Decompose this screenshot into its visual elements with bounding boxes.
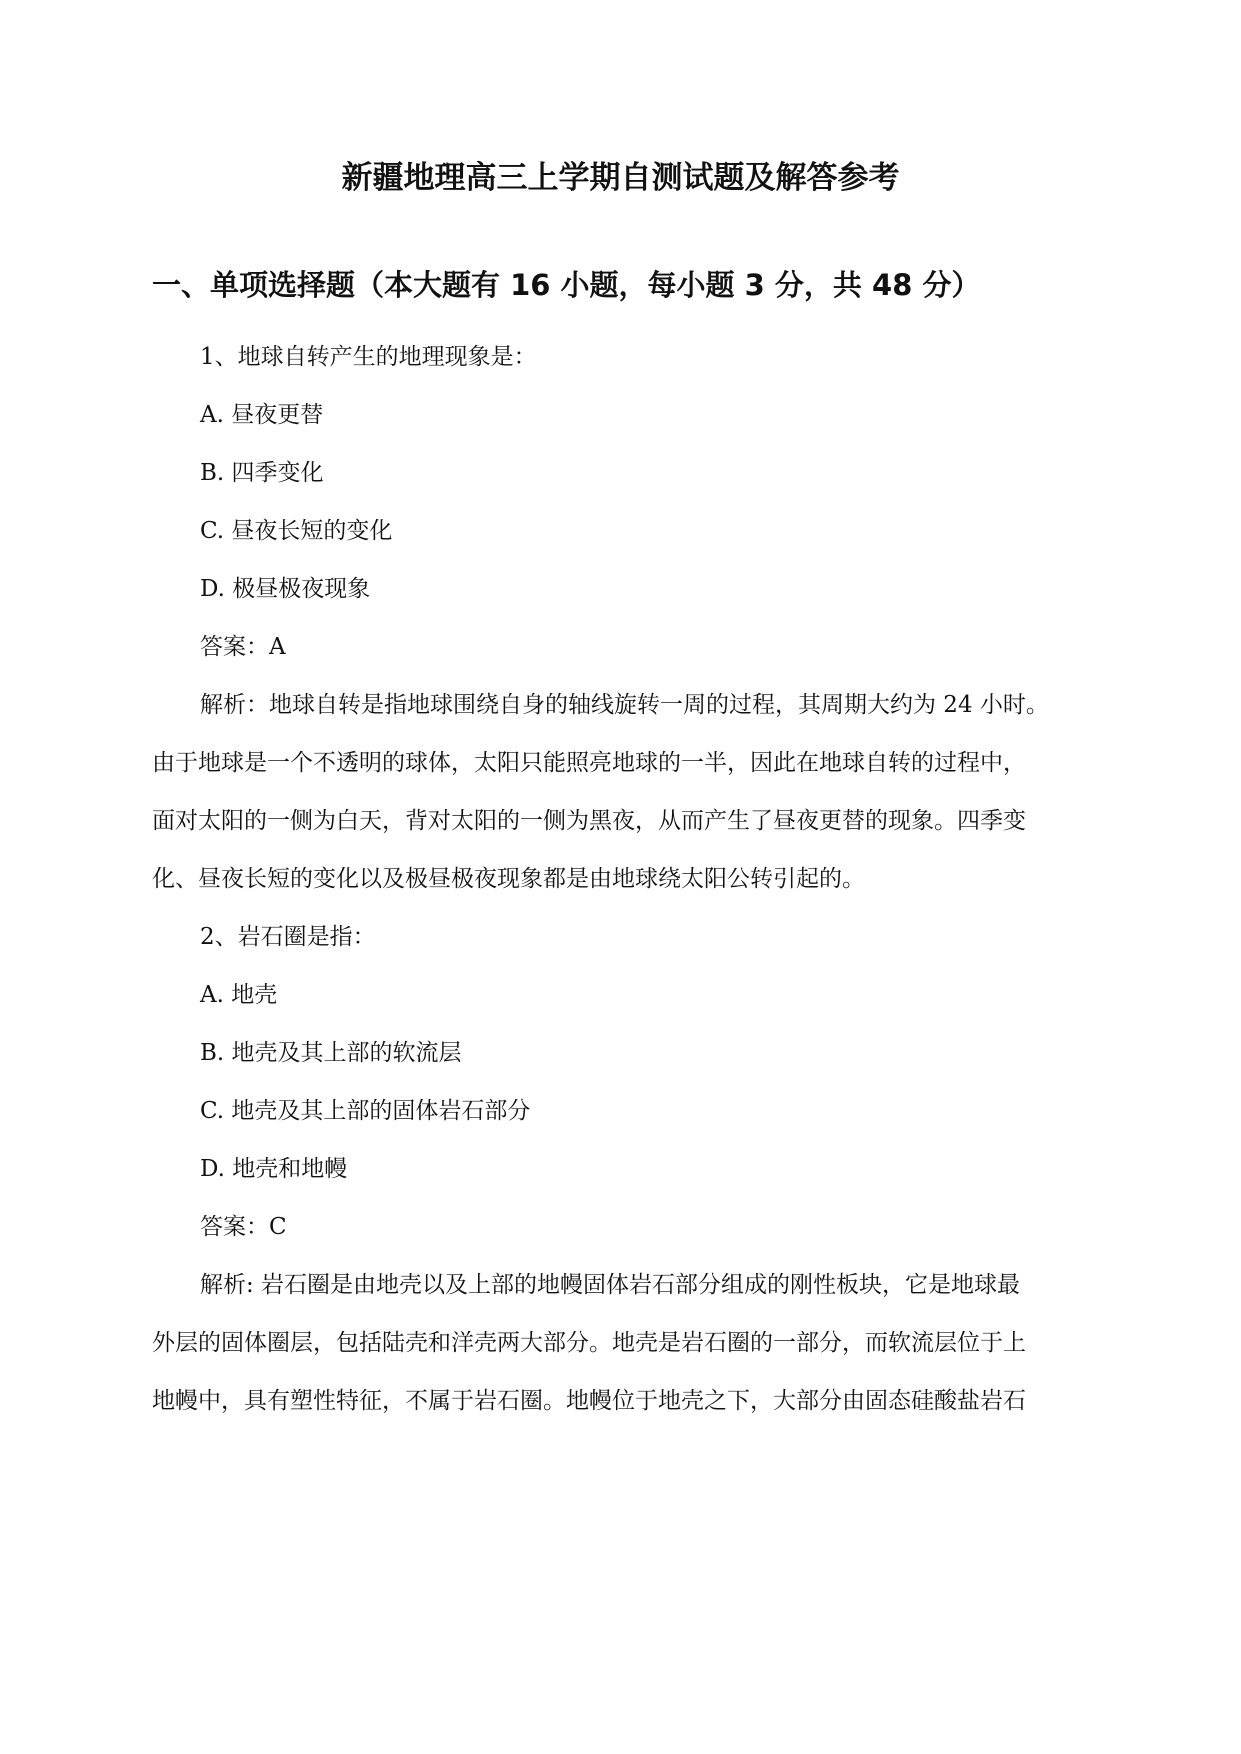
question-1-analysis-line: 化、昼夜长短的变化以及极昼极夜现象都是由地球绕太阳公转引起的。	[152, 866, 865, 892]
question-1-answer: 答案：A	[200, 634, 286, 660]
question-2-analysis-line: 解析: 岩石圈是由地壳以及上部的地幔固体岩石部分组成的刚性板块，它是地球最	[200, 1272, 1021, 1298]
question-1-option-d: D. 极昼极夜现象	[200, 576, 371, 602]
question-1-option-a: A. 昼夜更替	[200, 402, 324, 428]
question-2-stem: 2、岩石圈是指：	[200, 924, 376, 950]
question-2-option-b: B. 地壳及其上部的软流层	[200, 1040, 462, 1066]
question-1-analysis-line: 由于地球是一个不透明的球体，太阳只能照亮地球的一半，因此在地球自转的过程中，	[152, 750, 1026, 776]
question-1-stem: 1、地球自转产生的地理现象是：	[200, 344, 537, 370]
page-title: 新疆地理高三上学期自测试题及解答参考	[341, 160, 900, 196]
question-2-option-c: C. 地壳及其上部的固体岩石部分	[200, 1098, 531, 1124]
question-2-option-d: D. 地壳和地幔	[200, 1156, 348, 1182]
question-1-analysis-line: 解析：地球自转是指地球围绕自身的轴线旋转一周的过程，其周期大约为 24 小时。	[200, 692, 1049, 718]
question-2-option-a: A. 地壳	[200, 982, 278, 1008]
question-2-analysis-line: 地幔中，具有塑性特征，不属于岩石圈。地幔位于地壳之下，大部分由固态硅酸盐岩石	[152, 1388, 1026, 1414]
question-1-option-c: C. 昼夜长短的变化	[200, 518, 393, 544]
section-heading: 一、单项选择题（本大题有 16 小题，每小题 3 分，共 48 分）	[152, 268, 981, 302]
question-2-analysis-line: 外层的固体圈层，包括陆壳和洋壳两大部分。地壳是岩石圈的一部分，而软流层位于上	[152, 1330, 1026, 1356]
question-2-answer: 答案：C	[200, 1214, 287, 1240]
question-1-option-b: B. 四季变化	[200, 460, 324, 486]
question-1-analysis-line: 面对太阳的一侧为白天，背对太阳的一侧为黑夜，从而产生了昼夜更替的现象。四季变	[152, 808, 1026, 834]
